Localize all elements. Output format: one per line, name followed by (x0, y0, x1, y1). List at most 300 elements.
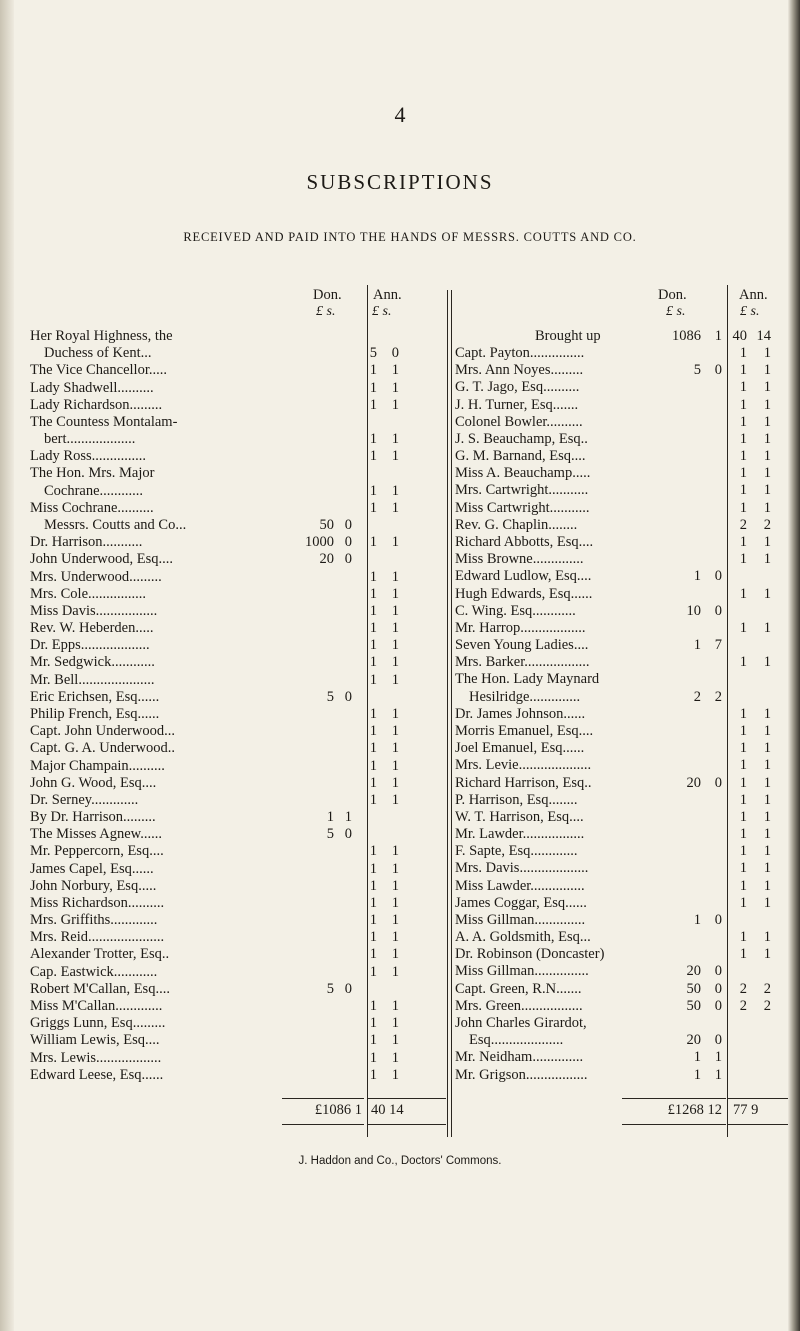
amount-ann-l: 1 (739, 826, 747, 843)
subscriber-row (30, 568, 445, 587)
amount-ann-l: 2 (739, 980, 747, 997)
subscriber-name: J. S. Beauchamp, Esq.. (455, 430, 588, 447)
right-don-header: Don. (658, 287, 687, 303)
right-don-total-rule (622, 1124, 726, 1125)
subscriber-name: J. H. Turner, Esq....... (455, 396, 579, 413)
subscriber-name: Richard Abbotts, Esq.... (455, 533, 594, 550)
subscriber-name: Edward Leese, Esq...... (30, 1066, 164, 1083)
subscriber-name: Mrs. Lewis.................. (30, 1049, 162, 1066)
subscriber-name: Hesilridge.............. (469, 688, 581, 705)
amount-ann-s: 1 (391, 620, 399, 637)
subscriber-row (30, 928, 445, 947)
subscriber-row (30, 585, 445, 604)
amount-don-s: 0 (714, 963, 722, 980)
amount-ann-s: 1 (391, 946, 399, 963)
amount-ann-l: 1 (739, 722, 747, 739)
left-ann-units: £ s. (372, 304, 392, 319)
amount-don-l: 20 (686, 1032, 701, 1049)
brought-up-don-pounds: 1086 (672, 328, 701, 344)
subscriber-name: Esq.................... (469, 1032, 564, 1049)
amount-ann-s: 1 (763, 946, 771, 963)
center-rule-b (451, 290, 452, 1137)
amount-ann-s: 1 (391, 877, 399, 894)
subscriber-row (455, 1066, 795, 1085)
subscriber-name: F. Sapte, Esq............. (455, 843, 578, 860)
page-subtitle: RECEIVED AND PAID INTO THE HANDS OF MESSRS. COUTTS AND CO. (183, 230, 637, 244)
subscriber-name: Richard Harrison, Esq.. (455, 774, 592, 791)
subscriber-row (455, 344, 795, 363)
subscriber-name: Capt. Green, R.N....... (455, 980, 582, 997)
amount-don-l: 1 (693, 1049, 701, 1066)
amount-ann-s: 1 (763, 533, 771, 550)
amount-ann-l: 1 (369, 602, 377, 619)
subscriber-row (30, 808, 445, 827)
subscriber-row (455, 619, 795, 638)
amount-ann-s: 1 (763, 774, 771, 791)
amount-ann-l: 1 (369, 499, 377, 516)
subscriber-name: The Countess Montalam- (30, 413, 178, 430)
subscriber-name: Capt. G. A. Underwood.. (30, 740, 175, 757)
subscriber-row (455, 602, 795, 621)
subscriber-row (30, 860, 445, 879)
subscriber-name: The Misses Agnew...... (30, 826, 162, 843)
subscriber-name: Dr. Serney............. (30, 791, 139, 808)
amount-ann-s: 1 (391, 723, 399, 740)
subscriber-row (455, 499, 795, 518)
amount-ann-l: 1 (739, 362, 747, 379)
left-don-units: £ s. (316, 304, 336, 319)
amount-ann-l: 1 (369, 1015, 377, 1032)
amount-don-l: 5 (326, 826, 334, 843)
amount-ann-s: 1 (391, 1049, 399, 1066)
subscriber-row (455, 1014, 795, 1033)
amount-ann-l: 1 (739, 877, 747, 894)
amount-ann-s: 1 (391, 912, 399, 929)
amount-ann-s: 1 (763, 396, 771, 413)
subscriber-row (455, 516, 795, 535)
amount-ann-l: 1 (369, 929, 377, 946)
subscriber-name: The Vice Chancellor..... (30, 362, 167, 379)
amount-ann-l: 1 (739, 894, 747, 911)
amount-ann-s: 2 (763, 516, 771, 533)
amount-ann-s: 1 (763, 465, 771, 482)
amount-ann-s: 2 (763, 997, 771, 1014)
subscriber-name: Capt. John Underwood... (30, 723, 175, 740)
amount-ann-l: 1 (369, 396, 377, 413)
amount-ann-s: 1 (391, 894, 399, 911)
amount-don-s: 0 (714, 774, 722, 791)
amount-ann-l: 1 (369, 362, 377, 379)
subscriber-name: Morris Emanuel, Esq.... (455, 722, 594, 739)
subscriber-row (30, 344, 445, 363)
subscriber-row (455, 859, 795, 878)
subscriber-name: Miss Lawder............... (455, 877, 585, 894)
amount-ann-l: 1 (369, 843, 377, 860)
brought-up-ann-pounds: 40 (732, 328, 747, 344)
subscriber-row (30, 791, 445, 810)
subscriber-row (30, 602, 445, 621)
subscriber-row (30, 963, 445, 982)
amount-ann-l: 1 (739, 345, 747, 361)
subscriber-name: Her Royal Highness, the (30, 328, 173, 344)
subscriber-row (455, 1031, 795, 1050)
amount-ann-l: 1 (369, 705, 377, 722)
subscriber-row (455, 911, 795, 930)
subscriber-row (455, 980, 795, 999)
subscriber-name: Seven Young Ladies.... (455, 637, 589, 654)
amount-don-s: 0 (344, 688, 352, 705)
amount-ann-l: 2 (739, 997, 747, 1014)
subscriber-row (30, 671, 445, 690)
subscriber-name: Miss Richardson.......... (30, 894, 165, 911)
amount-ann-s: 1 (391, 448, 399, 465)
printer-imprint: J. Haddon and Co., Doctors' Commons. (298, 1155, 502, 1167)
right-ann-sum-rule (728, 1098, 788, 1099)
subscriber-row (455, 705, 795, 724)
subscriber-name: Mrs. Griffiths............. (30, 912, 158, 929)
right-don-sum-rule (622, 1098, 726, 1099)
amount-ann-l: 1 (739, 533, 747, 550)
amount-ann-l: 1 (369, 534, 377, 551)
amount-ann-s: 1 (763, 482, 771, 499)
amount-don-l: 5 (326, 980, 334, 997)
amount-ann-l: 1 (369, 860, 377, 877)
amount-ann-l: 1 (739, 413, 747, 430)
amount-don-s: 0 (344, 980, 352, 997)
left-ann-total-rule (368, 1124, 446, 1125)
subscriber-row (30, 980, 445, 999)
amount-ann-s: 1 (763, 791, 771, 808)
subscriber-name: Joel Emanuel, Esq...... (455, 740, 585, 757)
subscriber-row (30, 533, 445, 552)
subscriber-name: The Hon. Lady Maynard (455, 671, 600, 688)
subscriber-row (455, 1048, 795, 1067)
amount-don-s: 1 (714, 1049, 722, 1066)
brought-up-don-shillings: 1 (714, 328, 722, 344)
subscriber-name: By Dr. Harrison......... (30, 809, 156, 826)
subscriber-name: Rev. G. Chaplin........ (455, 516, 578, 533)
amount-ann-l: 1 (369, 568, 377, 585)
amount-ann-l: 1 (739, 774, 747, 791)
subscriber-name: bert................... (44, 431, 136, 448)
amount-don-l: 50 (319, 516, 334, 533)
subscriber-row (455, 585, 795, 604)
amount-ann-s: 1 (763, 826, 771, 843)
subscriber-row (455, 756, 795, 775)
subscriber-row (455, 825, 795, 844)
subscriber-name: Mr. Bell..................... (30, 671, 155, 688)
right-ann-header: Ann. (739, 287, 768, 303)
subscriber-name: Miss M'Callan............. (30, 998, 163, 1015)
amount-don-s: 7 (714, 637, 722, 654)
amount-ann-l: 1 (369, 877, 377, 894)
subscriber-name: Hugh Edwards, Esq...... (455, 585, 593, 602)
amount-ann-s: 1 (763, 430, 771, 447)
brought-up-row (455, 327, 795, 346)
subscriber-name: Miss Gillman............... (455, 963, 589, 980)
amount-ann-s: 1 (391, 860, 399, 877)
subscriber-name: Mrs. Cartwright........... (455, 482, 589, 499)
amount-ann-s: 1 (763, 757, 771, 774)
subscriber-name: Mrs. Barker.................. (455, 654, 590, 671)
amount-ann-s: 1 (391, 637, 399, 654)
subscriber-name: Robert M'Callan, Esq.... (30, 980, 170, 997)
subscriber-name: Mr. Sedgwick............ (30, 654, 155, 671)
subscriber-name: Alexander Trotter, Esq.. (30, 946, 170, 963)
amount-ann-s: 1 (391, 843, 399, 860)
amount-don-s: 0 (344, 534, 352, 551)
subscriber-name: Mrs. Levie.................... (455, 757, 592, 774)
amount-ann-s: 1 (391, 740, 399, 757)
subscriber-name: John Norbury, Esq..... (30, 877, 157, 894)
right-ann-units: £ s. (740, 304, 760, 319)
subscriber-row (455, 928, 795, 947)
subscriber-row (455, 378, 795, 397)
subscriber-row (30, 1066, 445, 1085)
amount-ann-l: 1 (369, 671, 377, 688)
amount-ann-l: 1 (739, 448, 747, 465)
amount-ann-s: 1 (391, 757, 399, 774)
subscriber-row (30, 1049, 445, 1068)
subscriber-row (30, 653, 445, 672)
subscriber-row (30, 430, 445, 449)
subscriber-name: Mrs. Reid..................... (30, 929, 165, 946)
subscriber-row (455, 808, 795, 827)
subscriber-name: Griggs Lunn, Esq......... (30, 1015, 166, 1032)
amount-don-l: 20 (686, 774, 701, 791)
subscriber-name: Miss A. Beauchamp..... (455, 465, 591, 482)
subscriber-name: Mrs. Ann Noyes......... (455, 362, 584, 379)
subscriber-name: Cap. Eastwick............ (30, 963, 158, 980)
amount-ann-l: 1 (739, 929, 747, 946)
subscriber-name: Rev. W. Heberden..... (30, 620, 154, 637)
amount-ann-s: 1 (763, 585, 771, 602)
subscriber-row (455, 842, 795, 861)
subscriber-row (455, 361, 795, 380)
amount-ann-s: 1 (763, 551, 771, 568)
amount-ann-l: 1 (739, 843, 747, 860)
subscriber-name: A. A. Goldsmith, Esq... (455, 929, 591, 946)
amount-ann-l: 2 (739, 516, 747, 533)
amount-ann-l: 1 (369, 620, 377, 637)
amount-don-l: 1 (326, 809, 334, 826)
subscriber-row (455, 670, 795, 689)
amount-don-s: 0 (714, 911, 722, 928)
amount-ann-s: 1 (763, 843, 771, 860)
amount-don-s: 0 (344, 551, 352, 568)
amount-ann-l: 5 (369, 345, 377, 362)
subscriber-row (30, 757, 445, 776)
amount-don-l: 50 (686, 997, 701, 1014)
subscriber-name: Mr. Lawder................. (455, 826, 585, 843)
right-don-units: £ s. (666, 304, 686, 319)
subscriber-name: Dr. James Johnson...... (455, 705, 586, 722)
amount-ann-s: 1 (763, 379, 771, 396)
amount-ann-l: 1 (739, 757, 747, 774)
subscriber-name: James Coggar, Esq...... (455, 894, 587, 911)
subscriber-row (30, 413, 445, 432)
subscriber-row (30, 911, 445, 930)
amount-ann-s: 1 (391, 568, 399, 585)
amount-don-l: 1000 (305, 534, 334, 551)
subscriber-row (455, 997, 795, 1016)
subscriber-name: Messrs. Coutts and Co... (44, 516, 187, 533)
subscriber-name: C. Wing. Esq............ (455, 602, 576, 619)
amount-ann-l: 1 (739, 585, 747, 602)
subscriber-row (30, 482, 445, 501)
amount-ann-s: 1 (391, 705, 399, 722)
amount-ann-s: 1 (391, 963, 399, 980)
amount-ann-l: 1 (739, 396, 747, 413)
amount-ann-l: 1 (369, 637, 377, 654)
subscriber-row (30, 997, 445, 1016)
amount-don-s: 0 (714, 1032, 722, 1049)
subscriber-name: Philip French, Esq...... (30, 705, 160, 722)
amount-ann-l: 1 (369, 791, 377, 808)
amount-ann-s: 1 (391, 774, 399, 791)
amount-ann-s: 1 (763, 362, 771, 379)
amount-ann-l: 1 (369, 379, 377, 396)
amount-ann-s: 1 (763, 448, 771, 465)
amount-ann-l: 1 (369, 740, 377, 757)
amount-ann-s: 1 (391, 1015, 399, 1032)
subscriber-name: Miss Cochrane.......... (30, 499, 154, 516)
subscriber-name: P. Harrison, Esq........ (455, 791, 578, 808)
subscriber-name: Major Champain.......... (30, 757, 165, 774)
amount-don-l: 20 (319, 551, 334, 568)
page-edge-left (0, 0, 14, 1331)
subscriber-name: Dr. Harrison........... (30, 534, 143, 551)
subscriber-name: G. M. Barnand, Esq.... (455, 448, 586, 465)
amount-ann-s: 1 (391, 1066, 399, 1083)
subscriber-row (455, 739, 795, 758)
left-don-total: £1086 1 (314, 1102, 362, 1118)
amount-ann-s: 1 (763, 705, 771, 722)
amount-ann-s: 1 (391, 998, 399, 1015)
center-rule-a (447, 290, 448, 1137)
amount-ann-s: 1 (391, 1032, 399, 1049)
subscriber-name: Lady Richardson......... (30, 396, 163, 413)
amount-don-s: 0 (714, 980, 722, 997)
subscriber-row (455, 533, 795, 552)
amount-ann-l: 1 (739, 551, 747, 568)
subscriber-row (30, 877, 445, 896)
subscriber-name: John G. Wood, Esq.... (30, 774, 157, 791)
amount-ann-l: 1 (369, 654, 377, 671)
subscriber-name: Mr. Neidham.............. (455, 1049, 584, 1066)
amount-ann-l: 1 (369, 1049, 377, 1066)
amount-ann-s: 1 (391, 431, 399, 448)
subscriber-name: Dr. Epps................... (30, 637, 150, 654)
amount-ann-l: 1 (739, 499, 747, 516)
amount-don-l: 1 (693, 568, 701, 585)
subscriber-row (30, 945, 445, 964)
subscriber-name: Mr. Grigson................. (455, 1066, 588, 1083)
subscriber-row (455, 430, 795, 449)
amount-ann-l: 1 (369, 774, 377, 791)
amount-ann-s: 1 (391, 482, 399, 499)
subscriber-name: Colonel Bowler.......... (455, 413, 583, 430)
subscriber-name: John Charles Girardot, (455, 1015, 587, 1032)
amount-don-s: 0 (714, 568, 722, 585)
amount-ann-l: 1 (369, 448, 377, 465)
subscriber-row (455, 464, 795, 483)
subscriber-name: Edward Ludlow, Esq.... (455, 568, 592, 585)
subscriber-name: Mr. Peppercorn, Esq.... (30, 843, 164, 860)
left-ann-sum-rule (368, 1098, 446, 1099)
amount-ann-l: 1 (369, 1066, 377, 1083)
subscriber-row (455, 791, 795, 810)
amount-ann-s: 1 (763, 894, 771, 911)
amount-ann-l: 1 (369, 585, 377, 602)
amount-don-s: 0 (344, 826, 352, 843)
amount-don-s: 0 (714, 362, 722, 379)
subscriber-row (30, 688, 445, 707)
subscriber-name: Capt. Payton............... (455, 345, 585, 361)
subscriber-row (30, 464, 445, 483)
amount-ann-s: 1 (763, 345, 771, 361)
subscriber-row (455, 945, 795, 964)
amount-ann-s: 1 (763, 929, 771, 946)
brought-up-ann-shillings: 14 (756, 328, 771, 344)
subscriber-row (455, 774, 795, 793)
subscriber-name: Miss Gillman.............. (455, 911, 586, 928)
amount-ann-s: 1 (391, 602, 399, 619)
subscriber-row (30, 825, 445, 844)
subscriber-row (455, 653, 795, 672)
amount-don-s: 0 (714, 602, 722, 619)
subscriber-name: Eric Erichsen, Esq...... (30, 688, 160, 705)
subscriber-name: Lady Ross............... (30, 448, 146, 465)
amount-ann-s: 1 (763, 413, 771, 430)
left-ann-header: Ann. (373, 287, 402, 303)
amount-ann-l: 1 (369, 482, 377, 499)
amount-ann-l: 1 (739, 482, 747, 499)
amount-ann-l: 1 (369, 757, 377, 774)
subscriber-row (455, 722, 795, 741)
subscriber-row (30, 705, 445, 724)
amount-don-l: 20 (686, 963, 701, 980)
subscriber-name: Lady Shadwell.......... (30, 379, 154, 396)
subscriber-row (30, 842, 445, 861)
amount-don-l: 1 (693, 1066, 701, 1083)
amount-don-s: 2 (714, 688, 722, 705)
subscriber-name: Cochrane............ (44, 482, 144, 499)
amount-ann-l: 1 (739, 791, 747, 808)
subscriber-name: Dr. Robinson (Doncaster) (455, 946, 605, 963)
amount-ann-s: 1 (391, 499, 399, 516)
amount-don-l: 5 (326, 688, 334, 705)
subscriber-name: Mr. Harrop.................. (455, 619, 586, 636)
left-don-total-rule (282, 1124, 364, 1125)
amount-ann-l: 1 (739, 808, 747, 825)
amount-ann-l: 1 (739, 465, 747, 482)
subscriber-name: Miss Browne.............. (455, 551, 584, 568)
amount-ann-l: 1 (739, 740, 747, 757)
amount-don-l: 50 (686, 980, 701, 997)
left-don-sum-rule (282, 1098, 364, 1099)
subscriber-name: William Lewis, Esq.... (30, 1032, 160, 1049)
amount-ann-l: 1 (739, 379, 747, 396)
amount-ann-l: 1 (369, 1032, 377, 1049)
page-number: 4 (394, 102, 406, 127)
amount-ann-l: 1 (369, 723, 377, 740)
subscriber-row (455, 413, 795, 432)
subscriber-row (455, 447, 795, 466)
subscriber-name: Mrs. Underwood......... (30, 568, 162, 585)
amount-don-s: 0 (714, 997, 722, 1014)
right-ann-total-rule (728, 1124, 788, 1125)
